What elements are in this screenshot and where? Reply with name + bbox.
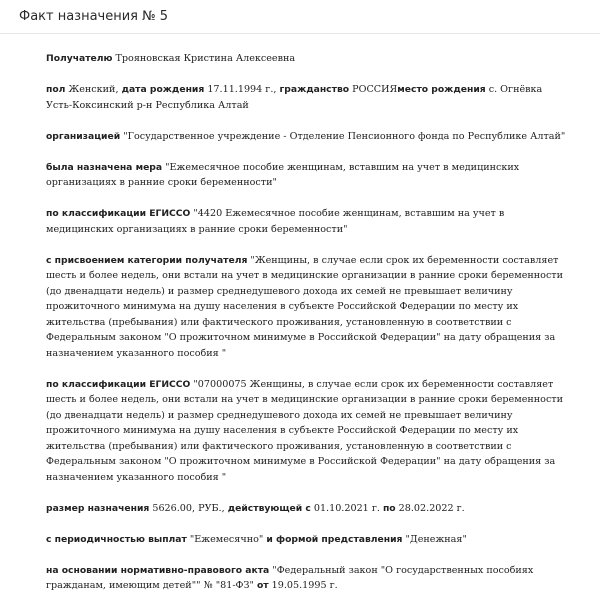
legal-basis-date-label: от <box>256 580 269 591</box>
classification-label-1: по классификации ЕГИССО <box>46 208 191 219</box>
amount-label: размер назначения <box>46 502 150 514</box>
periodicity-label: с периодичностью выплат <box>46 533 187 545</box>
classification-value-1: "4420 Ежемесячное пособие женщинам, вставшим на учет в медицинских организациях в ранние сроки беременности" <box>46 208 505 235</box>
classification-row-2 <box>46 377 568 486</box>
periodicity-row <box>46 532 568 548</box>
organization-label: организацией <box>46 130 121 142</box>
form-label: и формой представления <box>266 533 403 545</box>
organization-row <box>46 129 568 145</box>
measure-row <box>46 160 568 191</box>
measure-label: была назначена мера <box>46 161 163 173</box>
category-label: с присвоением категории получателя <box>46 254 248 266</box>
legal-basis-row <box>46 563 568 594</box>
fact-details <box>46 51 568 600</box>
sex-label: пол <box>46 84 66 95</box>
dob-value: 17.11.1994 г., <box>204 84 280 95</box>
recipient-value: Трояновская Кристина Алексеевна <box>112 53 296 64</box>
category-row <box>46 253 568 362</box>
recipient-label: Получателю <box>46 53 113 64</box>
citizenship-label: гражданство <box>279 84 350 95</box>
periodicity-value: "Ежемесячно" <box>186 533 267 545</box>
legal-basis-label: на основании нормативно-правового акта <box>46 564 270 576</box>
amount-value: 5626.00, РУБ., <box>149 502 228 514</box>
person-row <box>46 82 568 113</box>
classification-row-1 <box>46 206 568 237</box>
amount-row <box>46 501 568 517</box>
page-title: Факт назначения № 5 <box>19 9 169 24</box>
valid-to-label: по <box>382 502 396 514</box>
valid-from-label: действующей с <box>227 502 311 514</box>
classification-label-2: по классификации ЕГИССО <box>46 378 191 390</box>
measure-value: "Ежемесячное пособие женщинам, вставшим на учет в медицинских организациях в ранние сроки беременности" <box>46 161 520 188</box>
birthplace-label: место рождения <box>397 84 486 95</box>
form-value: "Денежная" <box>402 533 467 545</box>
header-divider <box>0 33 600 34</box>
valid-from-value: 01.10.2021 г. <box>310 502 383 514</box>
category-value: "Женщины, в случае если срок их беременности составляет шесть и более недель, они встали на учет в медицинские организации в ранние сроки беременности (до двенадцати недель) и размер среднедушевого дохода их семей не превышает величину прожиточного минимума на душу населения в субъекте Российской Федерации по месту их жительства (пребывания) или фактического проживания, установленную в соответствии с Федеральным законом "О прожиточном минимуме в Российской Федерации" на дату обращения за назначением указанного пособия " <box>46 254 564 359</box>
recipient-row <box>46 51 568 67</box>
sex-value: Женский, <box>65 84 122 95</box>
dob-label: дата рождения <box>121 84 205 95</box>
organization-value: "Государственное учреждение - Отделение Пенсионного фонда по Республике Алтай" <box>120 130 566 142</box>
legal-basis-date-value: 19.05.1995 г. <box>268 580 338 591</box>
citizenship-value: РОССИЯ <box>349 84 398 95</box>
classification-value-2: "07000075 Женщины, в случае если срок их беременности составляет шесть и более недель, они встали на учет в медицинские организации в ранние сроки беременности (до двенадцати недель) и размер среднедушевого дохода их семей не превышает величину прожиточного минимума на душу населения в субъекте Российской Федерации по месту их жительства (пребывания) или фактического проживания, установленную в соответствии с Федеральным законом "О прожиточном минимуме в Российской Федерации" на дату обращения за назначением указанного пособия " <box>46 378 564 483</box>
legal-basis-value: "Федеральный закон "О государственных пособиях гражданам, имеющим детей"" № "81-ФЗ" <box>46 564 534 591</box>
valid-to-value: 28.02.2022 г. <box>395 502 465 514</box>
birthplace-value: с. Огнёвка Усть-Коксинский р-н Республика Алтай <box>46 84 543 111</box>
